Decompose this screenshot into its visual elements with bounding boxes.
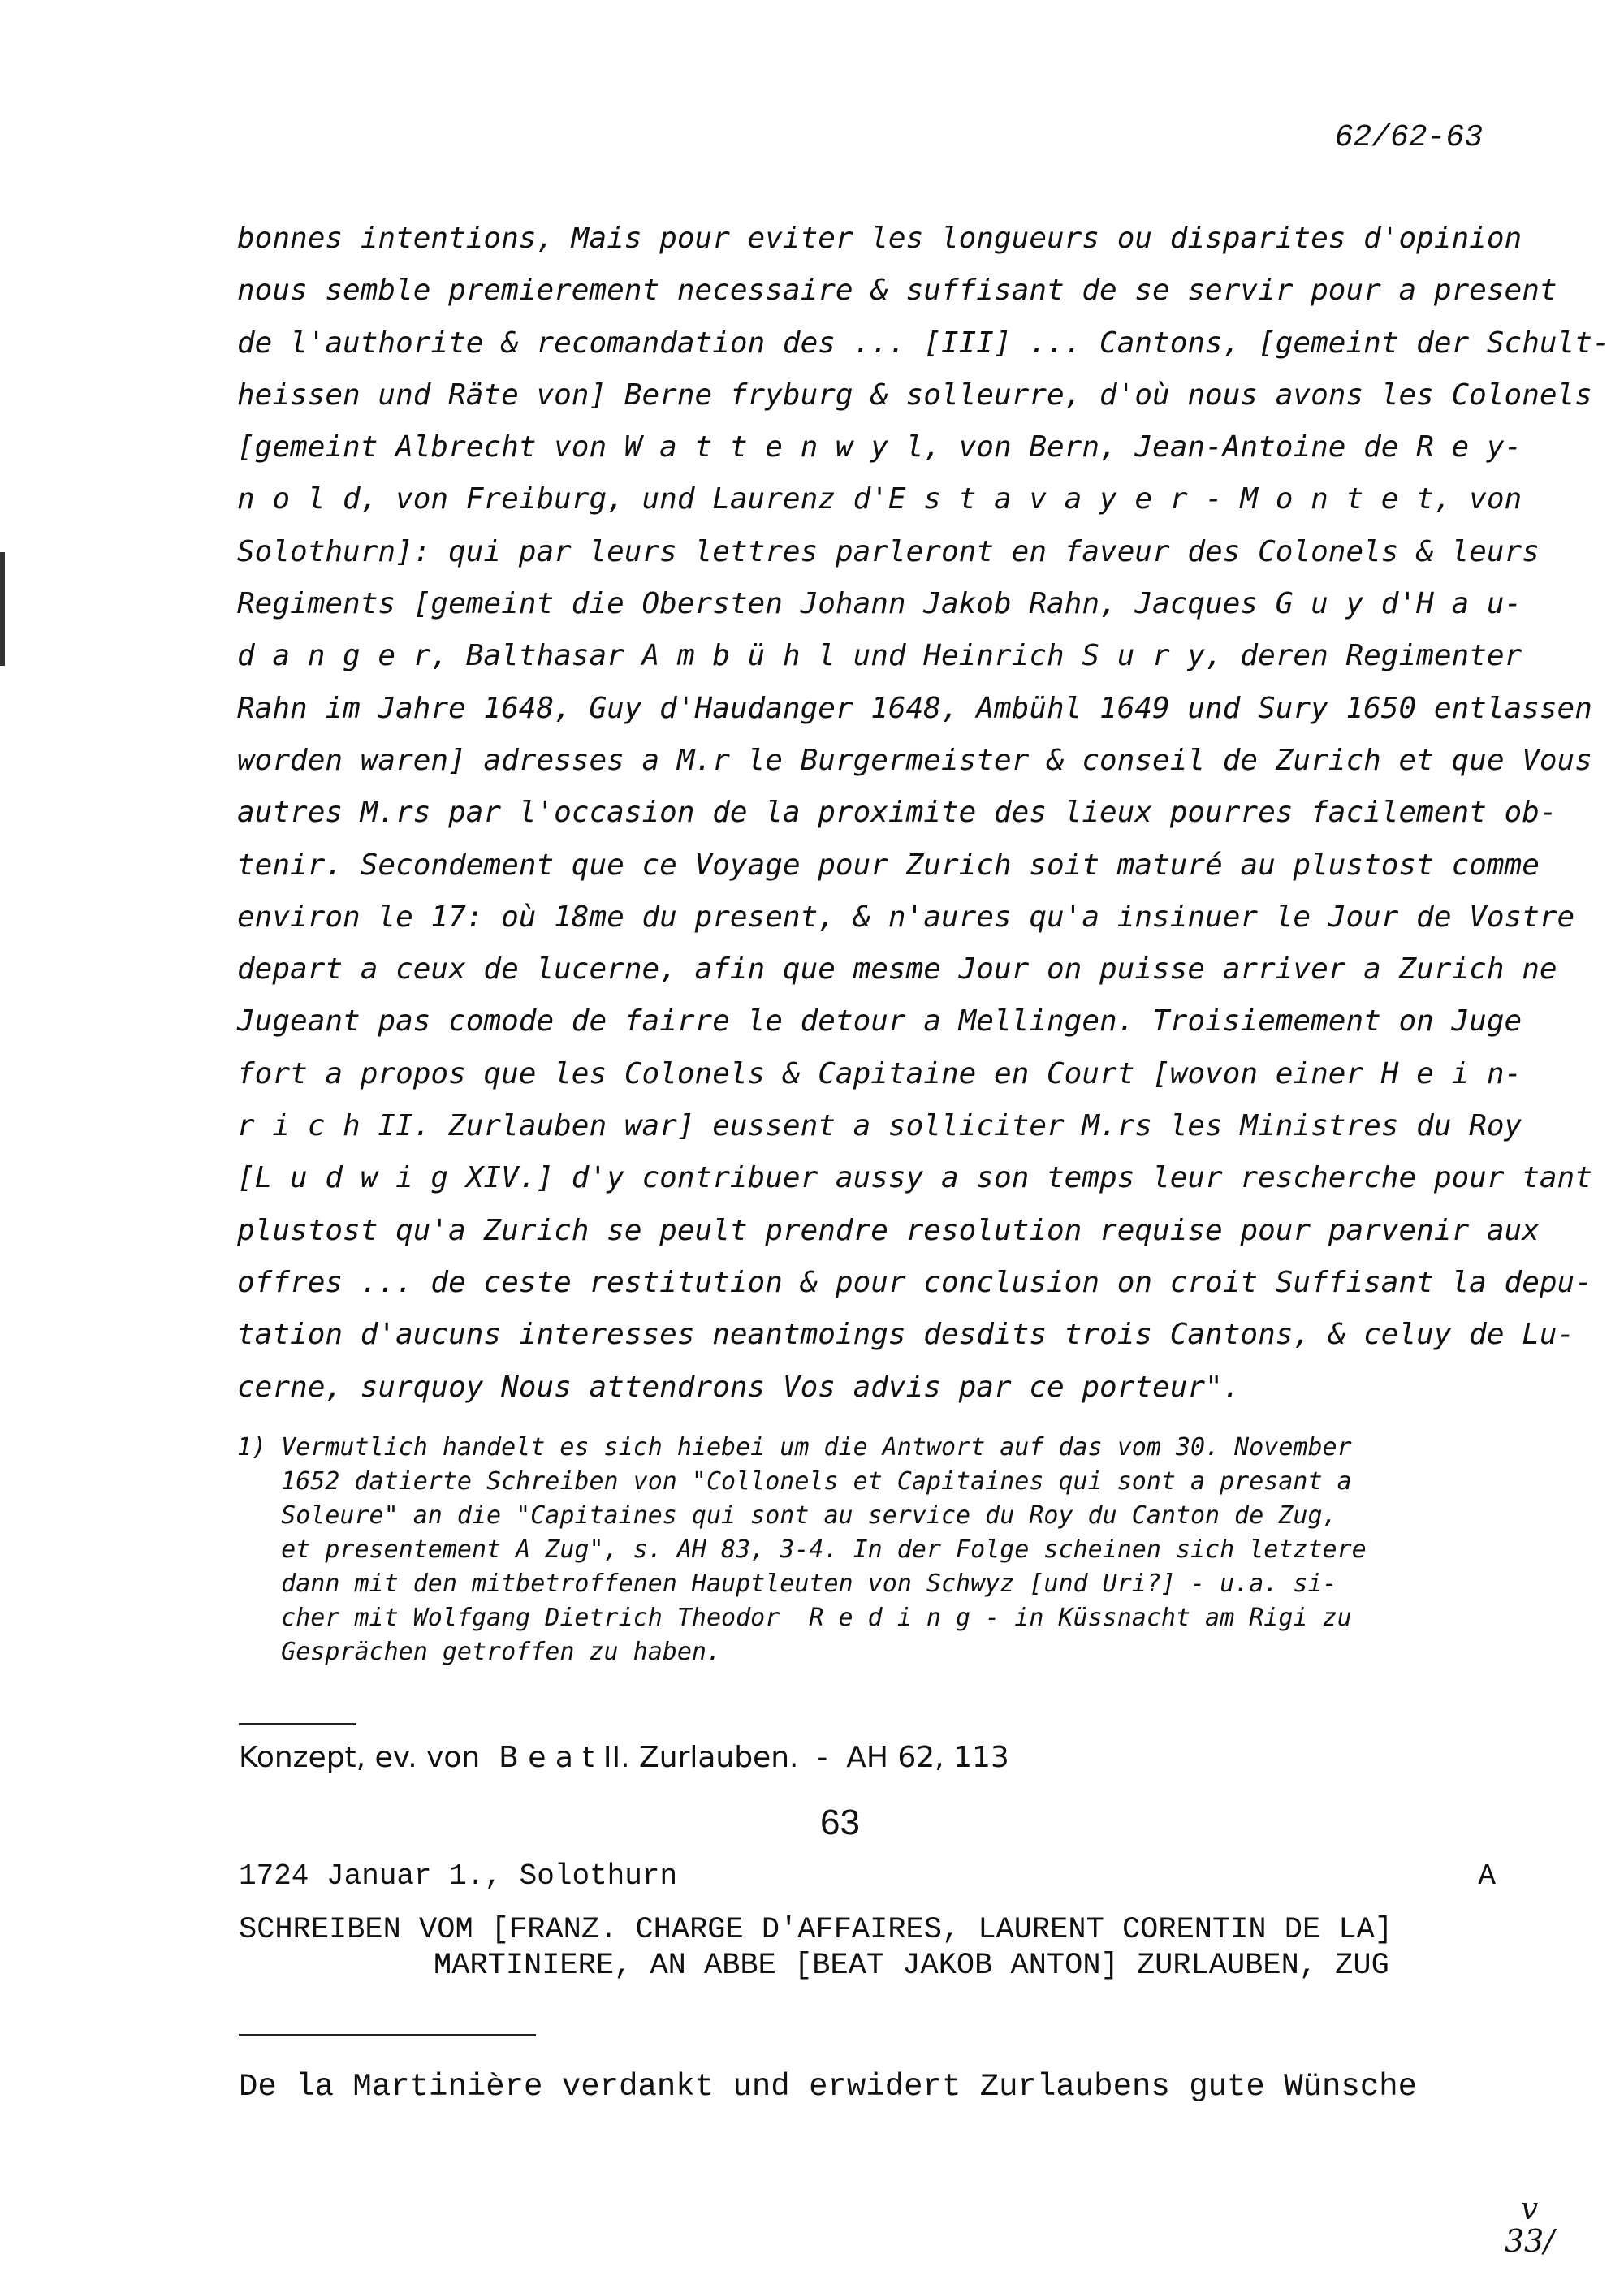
footnote-line: 1652 datierte Schreiben von "Collonels et Capitaines qui sont a presant a [237, 1467, 1352, 1496]
footnote-line: Soleure" an die "Capitaines qui sont au service du Roy du Canton de Zug, [237, 1501, 1337, 1530]
body-line: fort a propos que les Colonels & Capitaine en Court [wovon einer H e i n- [237, 1056, 1522, 1090]
document-summary: De la Martinière verdankt und erwidert Zurlaubens gute Wünsche [239, 2069, 1418, 2105]
body-line: d a n g e r, Balthasar A m b ü h l und Heinrich S u r y, deren Regimenter [237, 639, 1522, 673]
footnote-line: cher mit Wolfgang Dietrich Theodor R e d i n g - in Küssnacht am Rigi zu [237, 1604, 1352, 1632]
handwritten-corner-note: v 33/ [1504, 2191, 1554, 2259]
footnote-line: dann mit den mitbetroffenen Hauptleuten von Schwyz [und Uri?] - u.a. si- [237, 1570, 1337, 1598]
body-line: cerne, surquoy Nous attendrons Vos advis par ce porteur". [237, 1370, 1241, 1404]
footnote [237, 1431, 1504, 1669]
body-line: Rahn im Jahre 1648, Guy d'Haudanger 1648, Ambühl 1649 und Sury 1650 entlassen [237, 691, 1592, 725]
body-line: tation d'aucuns interesses neantmoings desdits trois Cantons, & celuy de Lu- [237, 1318, 1575, 1352]
document-number: 63 [820, 1803, 860, 1842]
margin-scan-mark [0, 552, 5, 666]
body-line: worden waren] adresses a M.r le Burgermeister & conseil de Zurich et que Vous [237, 743, 1592, 777]
footnote-line: 1) Vermutlich handelt es sich hiebei um die Antwort auf das vom 30. November [237, 1433, 1352, 1462]
body-line: n o l d, von Freiburg, und Laurenz d'E s t a v a y e r - M o n t e t, von [237, 482, 1522, 516]
body-line: autres M.rs par l'occasion de la proximite des lieux pourres facilement ob- [237, 796, 1557, 830]
body-line: Regiments [gemeint die Obersten Johann Jakob Rahn, Jacques G u y d'H a u- [237, 587, 1522, 621]
body-line: bonnes intentions, Mais pour eviter les longueurs ou disparites d'opinion [237, 222, 1522, 255]
body-line: [L u d w i g XIV.] d'y contribuer aussy a son temps leur rescherche pour tant [237, 1161, 1592, 1195]
divider-long [239, 2034, 536, 2036]
body-line: nous semble premierement necessaire & suffisant de se servir pour a present [237, 274, 1557, 308]
footnote-line: Gesprächen getroffen zu haben. [237, 1638, 722, 1666]
footnote-line: et presentement A Zug", s. AH 83, 3-4. In der Folge scheinen sich letztere [237, 1535, 1367, 1564]
body-line: de l'authorite & recomandation des ... [III] ... Cantons, [gemeint der Schult- [237, 326, 1610, 360]
body-line: offres ... de ceste restitution & pour conclusion on croit Suffisant la depu- [237, 1265, 1592, 1299]
body-line: depart a ceux de lucerne, afin que mesme Jour on puisse arriver a Zurich ne [237, 952, 1557, 987]
divider-short [239, 1723, 356, 1725]
body-line: Jugeant pas comode de fairre le detour a Mellingen. Troisiemement on Juge [237, 1004, 1522, 1039]
body-line: heissen und Räte von] Berne fryburg & solleurre, d'où nous avons les Colonels [237, 378, 1592, 412]
document-heading-line-1: SCHREIBEN VOM [FRANZ. CHARGE D'AFFAIRES, LAURENT CORENTIN DE LA] [239, 1913, 1393, 1947]
page-number: 62/62-63 [1334, 120, 1483, 155]
source-reference: Konzept, ev. von B e a t II. Zurlauben. - AH 62, 113 [239, 1741, 1009, 1774]
date-place: 1724 Januar 1., Solothurn [239, 1859, 678, 1893]
classification-letter: A [1478, 1859, 1496, 1893]
body-text [237, 213, 1610, 1414]
document-heading-line-2: MARTINIERE, AN ABBE [BEAT JAKOB ANTON] ZURLAUBEN, ZUG [434, 1949, 1389, 1983]
body-line: tenir. Secondement que ce Voyage pour Zurich soit maturé au plustost comme [237, 848, 1540, 882]
body-line: r i c h II. Zurlauben war] eussent a solliciter M.rs les Ministres du Roy [237, 1109, 1522, 1143]
body-line: [gemeint Albrecht von W a t t e n w y l, von Bern, Jean-Antoine de R e y- [237, 430, 1522, 464]
body-line: plustost qu'a Zurich se peult prendre resolution requise pour parvenir aux [237, 1213, 1540, 1247]
body-line: Solothurn]: qui par leurs lettres parleront en faveur des Colonels & leurs [237, 534, 1540, 568]
body-line: environ le 17: où 18me du present, & n'aures qu'a insinuer le Jour de Vostre [237, 900, 1575, 934]
